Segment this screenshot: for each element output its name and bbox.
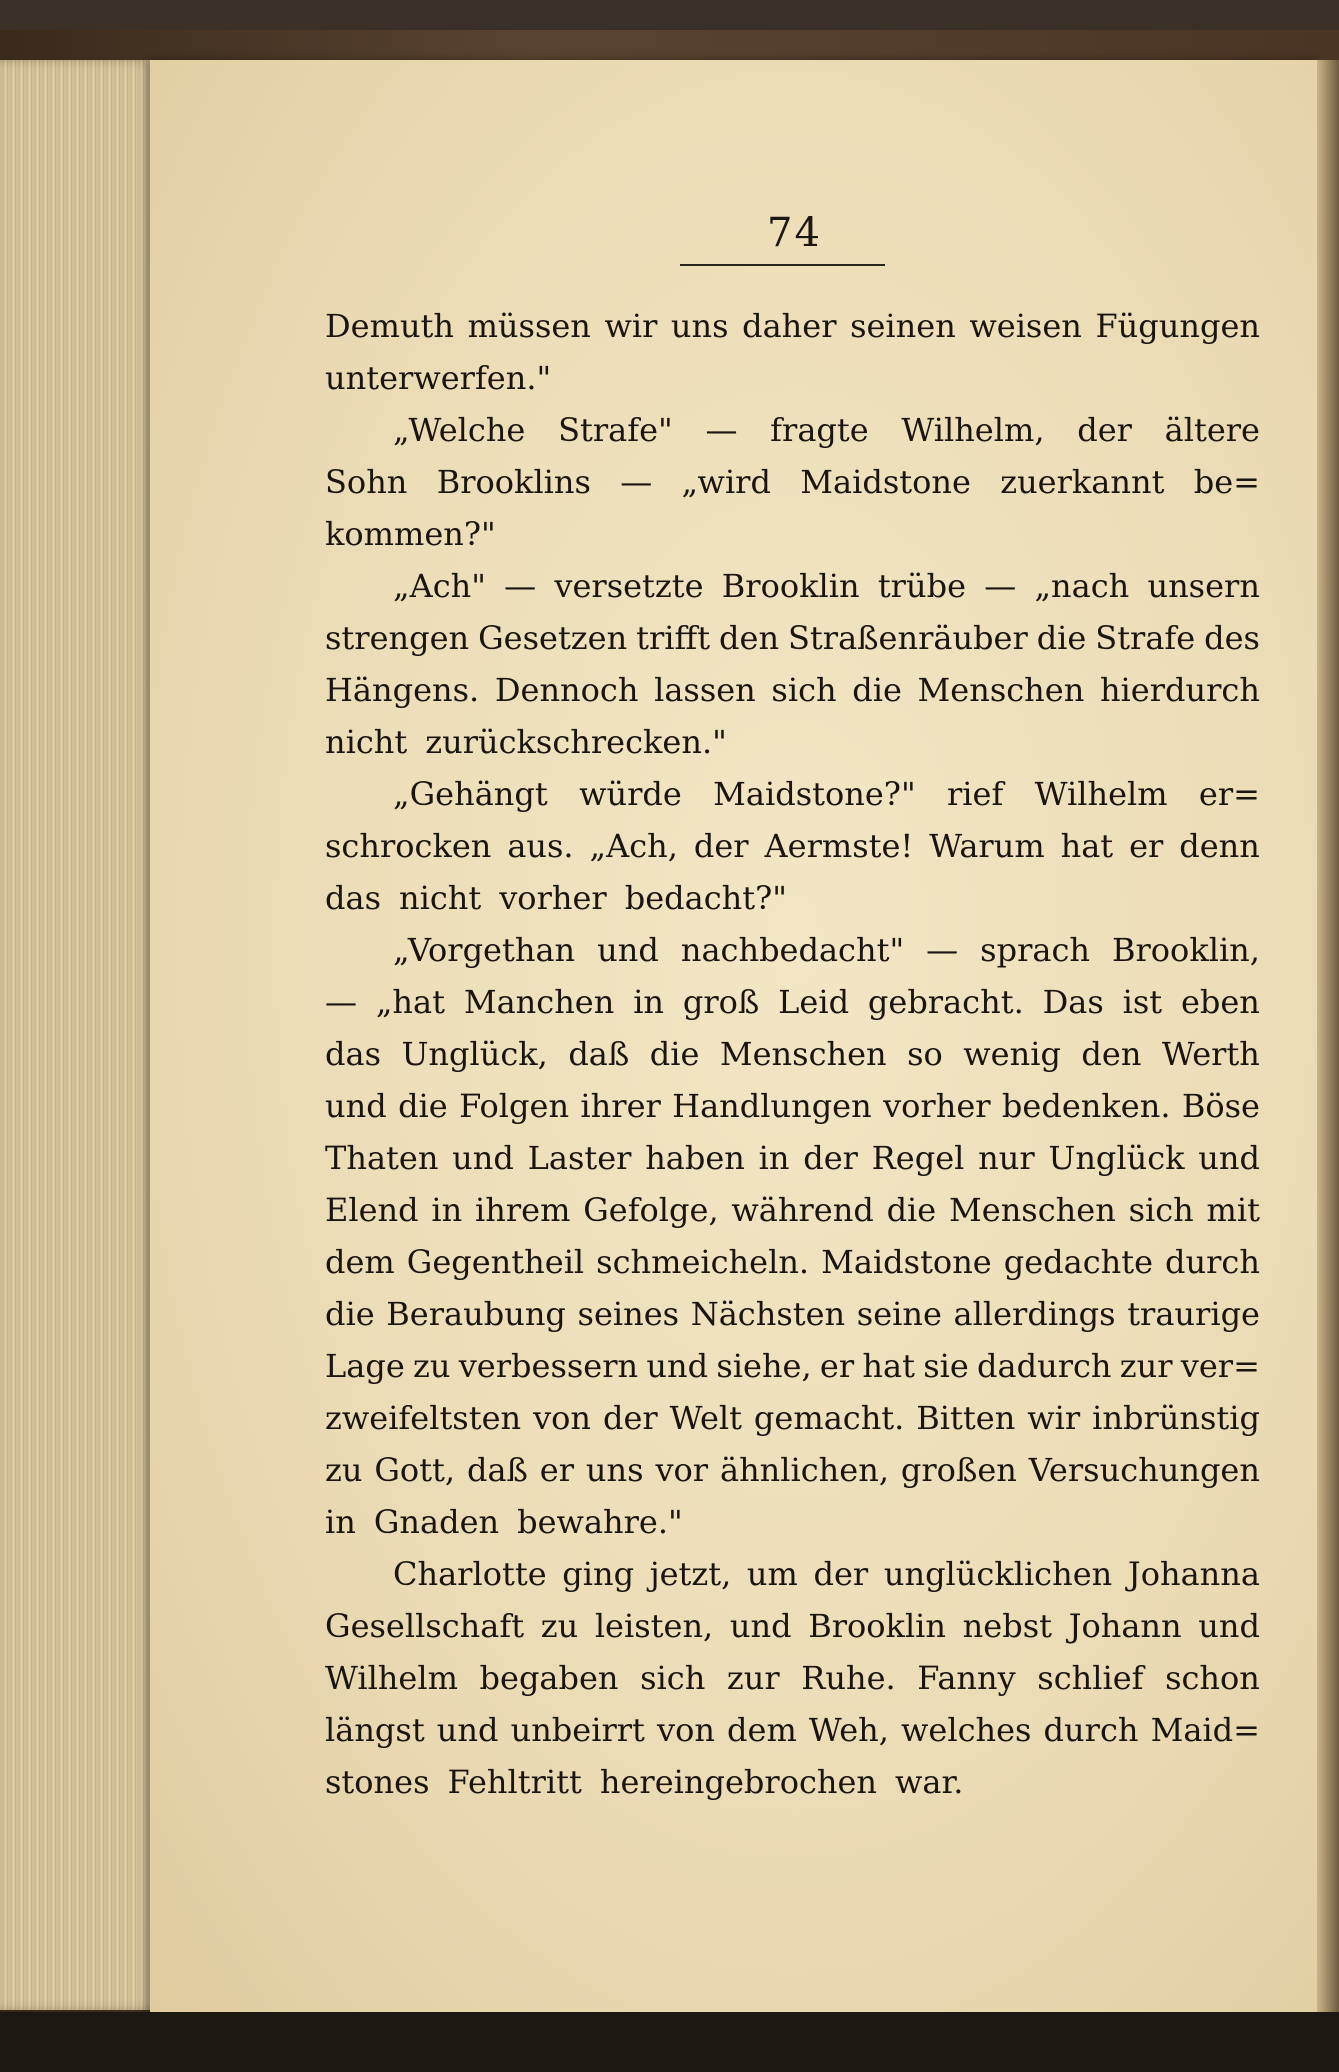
word: gebracht. [867,983,1024,1021]
word: Menschen [948,1191,1116,1229]
page-number: 74 [767,210,822,256]
word: sie [923,1347,969,1385]
word: be= [1193,463,1260,501]
word: von [657,1711,715,1749]
word: Folgen [459,1087,570,1125]
word: Beraubung [386,1295,566,1333]
word: der [693,827,749,865]
word: „wird [681,463,771,501]
body-text [325,300,1260,1808]
word: und [597,931,659,969]
text-line [325,1496,1260,1548]
word: unterwerfen." [325,359,552,397]
word: Johanna [1127,1555,1260,1593]
text-line [325,1080,1260,1132]
word: großen [900,1451,1017,1489]
word: ist [1122,983,1163,1021]
word: Ruhe. [801,1659,896,1697]
word: — [620,463,653,501]
word: Lage [325,1347,405,1385]
text-line [325,508,1260,560]
word: Brooklin, [1111,931,1260,969]
word: „Welche [393,411,526,449]
word: Wilhelm [1034,775,1168,813]
word: hat [862,1347,915,1385]
word: seine [856,1295,942,1333]
text-line [325,1236,1260,1288]
text-line [325,560,1260,612]
word: der [1077,411,1132,449]
word: Gnaden [373,1503,500,1541]
word: in [325,1503,356,1541]
word: bewahre." [517,1503,683,1541]
word: trübe [877,567,966,605]
word: Fanny [917,1659,1016,1697]
text-line [325,1340,1260,1392]
word: groß [682,983,760,1021]
word: strengen [325,619,470,657]
word: Gegentheil [406,1243,585,1281]
text-line [325,300,1260,352]
word: und [436,1711,499,1749]
word: Laster [527,1139,632,1177]
word: — [926,931,959,969]
word: versetzte [554,567,704,605]
word: Werth [1161,1035,1260,1073]
word: und [646,1347,709,1385]
word: Handlungen [672,1087,872,1125]
text-line [325,1184,1260,1236]
text-line [325,768,1260,820]
word: Dennoch [494,671,639,709]
word: nur [978,1139,1035,1177]
word: haben [645,1139,745,1177]
page-number-rule [680,264,885,266]
word: Menschen [719,1035,887,1073]
word: um [746,1555,798,1593]
word: daß [466,1451,528,1489]
word: nicht [325,723,408,761]
word: Regel [871,1139,965,1177]
word: trifft [636,619,711,657]
word: welches [901,1711,1032,1749]
word: ging [562,1555,635,1593]
word: siehe, [716,1347,812,1385]
word: Weh, [808,1711,889,1749]
word: in [758,1139,790,1177]
word: leisten, [594,1607,714,1645]
word: und [452,1139,514,1177]
text-line [325,820,1260,872]
word: Strafe" [558,411,673,449]
word: eben [1180,983,1260,1021]
word: Fügungen [1095,307,1260,345]
word: bedacht?" [624,879,787,917]
word: nebst [962,1607,1052,1645]
text-line [325,1548,1260,1600]
word: in [431,1191,463,1229]
word: und [729,1607,792,1645]
word: Strafe [1095,619,1196,657]
word: Gesetzen [478,619,628,657]
word: weisen [969,307,1082,345]
word: hierdurch [1099,671,1260,709]
word: den [1081,1035,1142,1073]
word: die [398,1087,448,1125]
word: vorher [883,1087,991,1125]
text-line [325,1028,1260,1080]
word: unglücklichen [883,1555,1113,1593]
word: Elend [325,1191,419,1229]
word: Maidstone [821,1243,992,1281]
text-line [325,612,1260,664]
word: zuerkannt [1000,463,1165,501]
word: längst [325,1711,425,1749]
word: Das [1042,983,1104,1021]
word: zweifeltsten [325,1399,522,1437]
word: Leid [778,983,850,1021]
word: das [325,1035,381,1073]
word: sich [640,1659,706,1697]
word: Straßenräuber [787,619,1028,657]
word: die [852,671,902,709]
word: dadurch [977,1347,1112,1385]
word: ihrem [475,1191,571,1229]
text-line [325,1132,1260,1184]
word: verbessern [458,1347,639,1385]
word: durch [1165,1243,1260,1281]
word: die [1036,619,1087,657]
word: der [813,1555,869,1593]
word: Demuth [325,307,455,345]
word: — [984,567,1017,605]
word: ältere [1164,411,1260,449]
word: Nächsten [690,1295,846,1333]
word: mit [1206,1191,1260,1229]
text-line [325,352,1260,404]
word: bedenken. [1001,1087,1171,1125]
word: Welt [669,1399,742,1437]
word: Warum [929,827,1045,865]
word: wir [1027,1399,1081,1437]
word: müssen [467,307,591,345]
word: lassen [654,671,756,709]
word: Bitten [916,1399,1016,1437]
text-line [325,664,1260,716]
word: wir [604,307,658,345]
word: Thaten [325,1139,439,1177]
word: der [602,1399,658,1437]
word: durch [1043,1711,1139,1749]
word: zu [413,1347,451,1385]
word: er= [1198,775,1260,813]
word: hereingebrochen [599,1763,878,1801]
word: würde [579,775,682,813]
text-line [325,456,1260,508]
word: wenig [963,1035,1061,1073]
word: uns [670,307,729,345]
word: unbeirrt [510,1711,645,1749]
word: uns [585,1451,644,1489]
word: „Ach, [589,827,678,865]
word: er [819,1347,855,1385]
word: schlief [1037,1659,1144,1697]
word: traurige [1127,1295,1260,1333]
text-line [325,1288,1260,1340]
word: zurückschrecken." [425,723,727,761]
word: er [1129,827,1164,865]
word: er [539,1451,575,1489]
word: von [533,1399,592,1437]
word: seines [577,1295,680,1333]
word: Brooklin [721,567,860,605]
word: zur [1119,1347,1173,1385]
text-line [325,1704,1260,1756]
word: — [325,983,357,1021]
word: dem [325,1243,395,1281]
word: sprach [980,931,1090,969]
word: nicht [398,879,482,917]
text-line [325,1444,1260,1496]
word: Maidstone [800,463,971,501]
word: die [325,1295,375,1333]
word: rief [947,775,1004,813]
word: und [1198,1607,1260,1645]
word: Sohn [325,463,408,501]
word: während [731,1191,874,1229]
word: seinen [850,307,956,345]
word: Charlotte [393,1555,547,1593]
word: Johann [1068,1607,1182,1645]
word: Gefolge, [583,1191,719,1229]
word: war. [895,1763,964,1801]
word: Gesellschaft [325,1607,525,1645]
word: „Ach" [393,567,486,605]
word: — [504,567,537,605]
word: die [649,1035,700,1073]
word: Gott, [374,1451,456,1489]
word: schmeicheln. [596,1243,810,1281]
word: unsern [1147,567,1260,605]
word: allerdings [953,1295,1116,1333]
word: „Gehängt [393,775,548,813]
word: und [325,1087,387,1125]
page-right-edge [1317,60,1339,2020]
word: der [803,1139,858,1177]
word: Versuchungen [1028,1451,1260,1489]
word: Maid= [1150,1711,1260,1749]
word: zur [726,1659,780,1697]
text-line [325,976,1260,1028]
word: Brooklin [808,1607,947,1645]
word: begaben [479,1659,619,1697]
word: sich [1128,1191,1194,1229]
word: gedachte [1003,1243,1154,1281]
word: Böse [1181,1087,1260,1125]
word: „nach [1034,567,1130,605]
word: zu [540,1607,579,1645]
book-bottom-edge [0,2012,1339,2072]
text-line [325,1756,1260,1808]
word: Manchen [463,983,615,1021]
word: Brooklins [436,463,591,501]
word: das [325,879,381,917]
word: — [705,411,738,449]
word: „hat [375,983,445,1021]
word: vorher [499,879,607,917]
word: und [1198,1139,1260,1177]
word: „Vorgethan [393,931,576,969]
word: sich [771,671,837,709]
word: vor [655,1451,709,1489]
word: Hängens. [325,671,480,709]
text-line [325,716,1260,768]
word: so [907,1035,943,1073]
text-line [325,404,1260,456]
word: ähnlichen, [719,1451,889,1489]
word: hat [1060,827,1114,865]
text-line [325,1392,1260,1444]
word: ihrer [580,1087,661,1125]
word: den [719,619,780,657]
word: Wilhelm [325,1659,458,1697]
word: Unglück, [401,1035,548,1073]
text-line [325,1600,1260,1652]
word: inbrünstig [1092,1399,1260,1437]
text-line [325,924,1260,976]
word: daher [742,307,837,345]
word: nachbedacht" [680,931,905,969]
word: aus. [507,827,574,865]
word: Aermste! [764,827,914,865]
word: schrocken [325,827,492,865]
word: schon [1165,1659,1260,1697]
word: des [1204,619,1260,657]
text-line [325,872,1260,924]
word: dem [727,1711,797,1749]
word: Maidstone?" [713,775,916,813]
word: denn [1179,827,1260,865]
word: Fehltritt [447,1763,582,1801]
word: die [886,1191,937,1229]
word: Menschen [917,671,1085,709]
word: gemacht. [753,1399,905,1437]
page-stack-edges [0,60,160,2010]
word: kommen?" [325,515,496,553]
word: stones [325,1763,430,1801]
word: ver= [1180,1347,1260,1385]
word: jetzt, [649,1555,732,1593]
word: daß [568,1035,630,1073]
word: Unglück [1048,1139,1185,1177]
word: in [633,983,665,1021]
word: zu [325,1451,363,1489]
word: fragte [770,411,869,449]
word: Wilhelm, [901,411,1045,449]
text-line [325,1652,1260,1704]
